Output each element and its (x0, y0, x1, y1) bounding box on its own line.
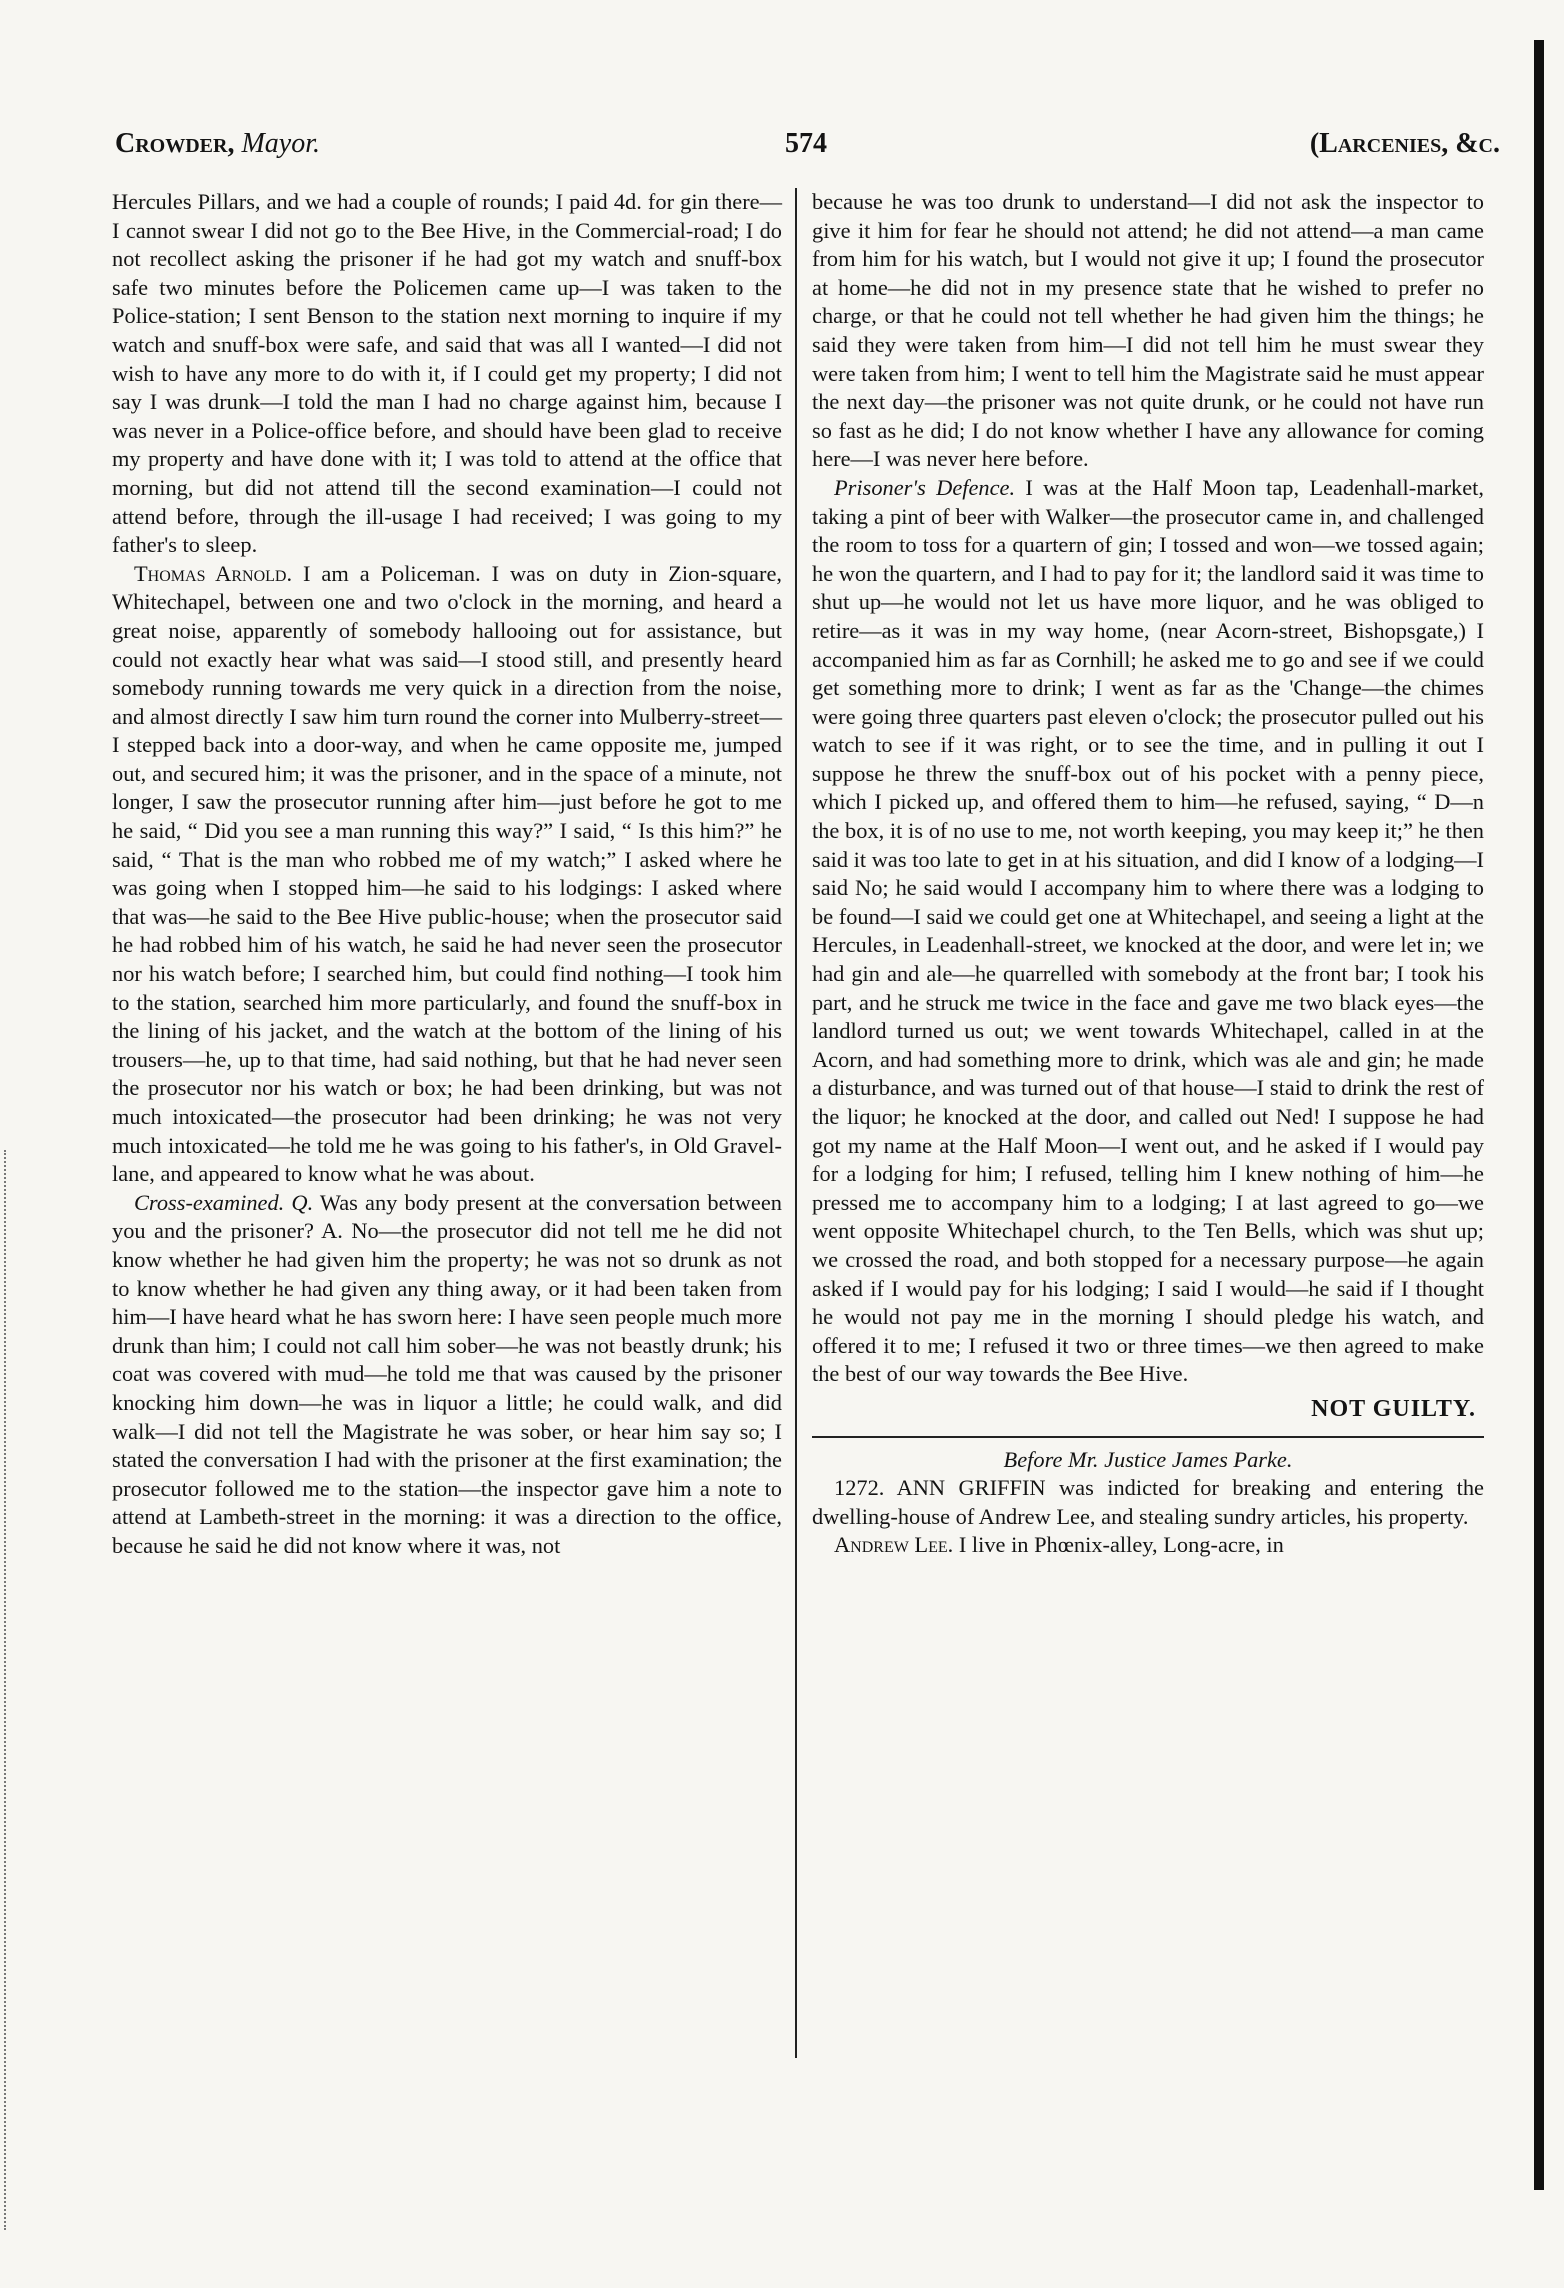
page-number: 574 (785, 128, 827, 159)
column-divider (795, 188, 797, 2058)
paragraph (112, 1189, 782, 1561)
court-heading: Before Mr. Justice James Parke. (1003, 1446, 1293, 1472)
header-left (115, 128, 320, 160)
page-edge-speckle (4, 1150, 12, 2230)
speaker-name: Thomas Arnold. (134, 560, 293, 586)
paragraph (812, 1531, 1484, 1560)
paragraph: because he was too drunk to understand—I did not ask the inspector to give it him for fear he should not attend; he did not attend—a man came from him for his watch, but I would not give it up; I found the prosecutor at home—he did not in my presence state that he wished to prefer no charge, or that he could not tell whether he had given him the things; he said they were taken from him—I did not tell him he must swear they were taken from him; I went to tell him the Magistrate said he must appear the next day—the prisoner was not quite drunk, or he could not have run so fast as he did; I do not know whether I have any allowance for coming here—I was never here before. (812, 189, 1484, 472)
page-edge-rule (1534, 40, 1544, 2190)
section-label: Cross-examined. Q. (134, 1189, 314, 1215)
speaker-name: Andrew Lee. (834, 1532, 954, 1558)
paragraph (112, 560, 782, 1189)
section-label: Prisoner's Defence. (834, 474, 1016, 500)
section-separator (812, 1436, 1484, 1438)
right-column (812, 188, 1484, 1560)
paragraph: 1272. ANN GRIFFIN was indicted for breaking and entering the dwelling-house of Andrew Lee, and stealing sundry articles, his property. (812, 1475, 1484, 1529)
header-title: Mayor. (241, 128, 320, 159)
running-header (115, 128, 1500, 168)
paragraph-text: I was at the Half Moon tap, Leadenhall-market, taking a pint of beer with Walker—the prosecutor came in, and challenged the room to toss for a quartern of gin; I tossed and won—we tossed again; he won the quartern, and I had to pay for it; the landlord said it was time to shut up—he would not let us have more liquor, and he was obliged to retire—as it was in my way home, (near Acorn-street, Bishopsgate,) I accompanied him as far as Cornhill; he asked me to go and see if we could get something more to drink; I went as far as the 'Change—the chimes were going three quarters past eleven o'clock; the prosecutor pulled out his watch to see if it was right, or to see the time, and in pulling it out I suppose he threw the snuff-box out of his pocket with a penny piece, which I picked up, and offered them to him—he refused, saying, “ D—n the box, it is of no use to me, not worth keeping, you may keep it;” he then said it was too late to get in at his situation, and did I know of a lodging—I said No; he said would I accompany him to where there was a lodging to be found—I said we could get one at Whitechapel, and seeing a light at the Hercules, in Leadenhall-street, we knocked at the door, and were let in; we had gin and ale—he quarrelled with somebody at the front bar; I took his part, and he struck me twice in the face and gave me two black eyes—the landlord turned us out; we went towards Whitechapel, called in at the Acorn, and had something more to drink, which was ale and gin; he made a disturbance, and was turned out of that house—I staid to drink the rest of the liquor; he knocked at the door, and called out Ned! I suppose he had got my name at the Half Moon—I went out, and he asked if I would pay for a lodging for him; I refused, telling him I knew nothing of him—he pressed me to accompany him to a lodging; I at last agreed to go—we went opposite Whitechapel church, to the Ten Bells, which was shut up; we crossed the road, and both stopped for a necessary purpose—he again asked if I would pay for his lodging; I said I would—he said if I thought he would not pay me in the morning I should pledge his watch, and offered it to me; I refused it two or three times—we then agreed to make the best of our way towards the Bee Hive. (812, 474, 1484, 1387)
paragraph-text: I am a Policeman. I was on duty in Zion-square, Whitechapel, between one and two o'clock in the morning, and heard a great noise, apparently of somebody hallooing out for assistance, but could not exactly hear what was said—I stood still, and presently heard somebody running towards me very quick in a direction from the noise, and almost directly I saw him turn round the corner into Mulberry-street—I stepped back into a door-way, and when he came opposite me, jumped out, and secured him; it was the prisoner, and in the space of a minute, not longer, I saw the prosecutor running after him—just before he got to me he said, “ Did you see a man running this way?” I said, “ Is this him?” he said, “ That is the man who robbed me of my watch;” I asked where he was going when I stopped him—he said to his lodgings: I asked where that was—he said to the Bee Hive public-house; when the prosecutor said he had robbed him of his watch, he said he had never seen the prosecutor nor his watch before; I searched him, but could find nothing—I took him to the station, searched him more particularly, and found the snuff-box in the lining of his jacket, and the watch at the bottom of the lining of his trousers—he, up to that time, had said nothing, but that he had never seen the prosecutor nor his watch or box; he had been drinking, but was not much intoxicated—the prosecutor had been drinking; he was not very much intoxicated—he told me he was going to his father's, in Old Gravel-lane, and appeared to know what he was about. (112, 560, 782, 1187)
header-name: Crowder, (115, 128, 235, 159)
paragraph: Hercules Pillars, and we had a couple of rounds; I paid 4d. for gin there—I cannot swear I did not go to the Bee Hive, in the Commercial-road; I do not recollect asking the prisoner if he had got my watch and snuff-box safe two minutes before the Policemen came up—I was taken to the Police-station; I sent Benson to the station next morning to inquire if my watch and snuff-box were safe, and said that was all I wanted—I did not wish to have any more to do with it, if I could get my property; I did not say I was drunk—I told the man I had no charge against him, because I was never in a Police-office before, and should have been glad to receive my property and have done with it; I was told to attend at the office that morning, but did not attend till the second examination—I could not attend before, through the ill-usage I had received; I was going to my father's to sleep. (112, 189, 782, 558)
paragraph (812, 474, 1484, 1389)
paragraph-text: I live in Phœnix-alley, Long-acre, in (958, 1532, 1284, 1558)
left-column (112, 188, 782, 1561)
header-right: (Larcenies, &c. (1309, 128, 1500, 159)
paragraph-text: Was any body present at the conversation between you and the prisoner? A. No—the prosecutor did not tell me he did not know whether he had given him the property; he was not so drunk as not to know whether he had given any thing away, or it had been taken from him—I have heard what he has sworn here: I have seen people much more drunk than him; I could not call him sober—he was not beastly drunk; his coat was covered with mud—he told me that was caused by the prisoner knocking him down—he was in liquor a little; he could walk, and did walk—I did not tell the Magistrate he was sober, or hear him say so; I stated the conversation I had with the prisoner at the first examination; the prosecutor followed me to the station—the inspector gave him a note to attend at Lambeth-street in the morning: it was a direction to the office, because he said he did not know where it was, not (112, 1189, 782, 1558)
verdict: NOT GUILTY. (1311, 1395, 1476, 1422)
